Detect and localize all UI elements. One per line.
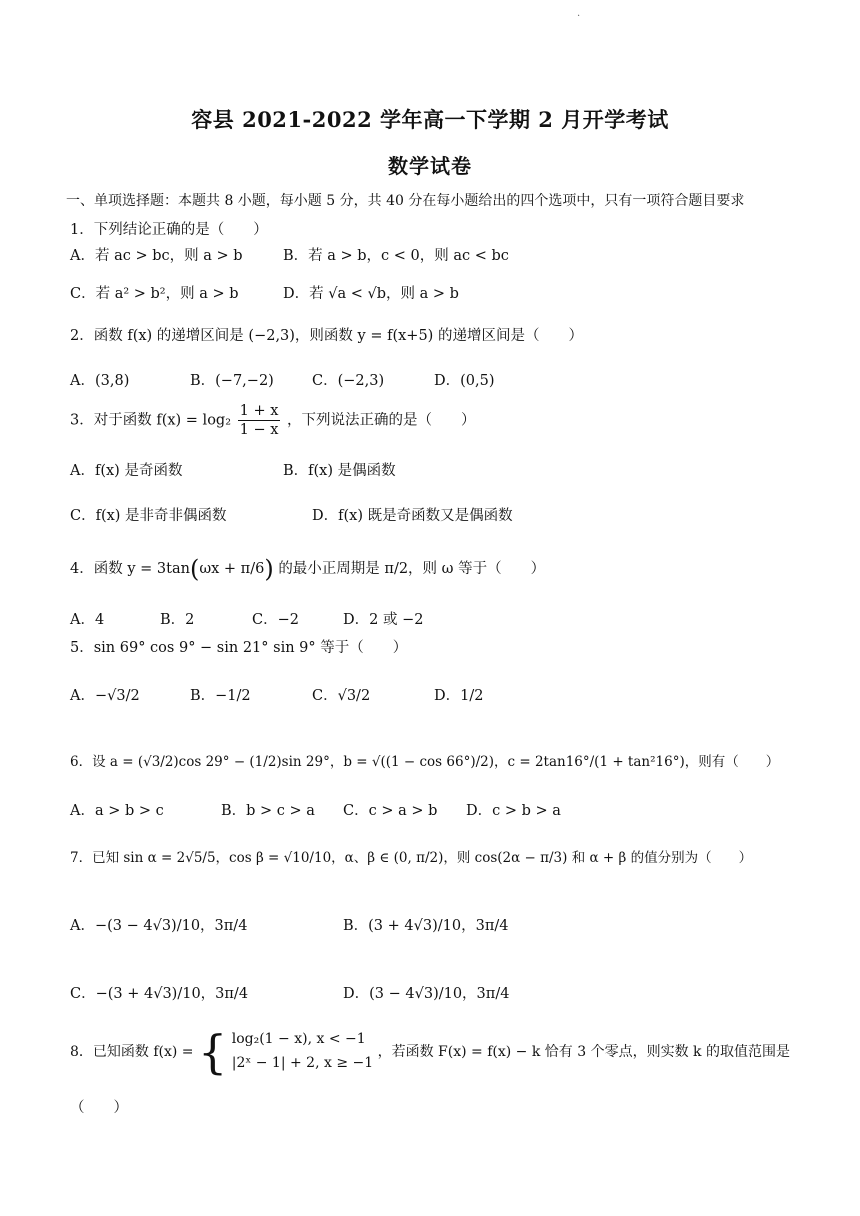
q4-stem-mid: 的最小正周期是 π/2，则 ω 等于（ ） [278, 561, 546, 577]
q4-paren-open: ( [189, 555, 200, 583]
q8-stem [70, 1024, 790, 1079]
q4-paren-close: ) [264, 555, 274, 583]
q8-case-2: |2ˣ − 1| + 2, x ≥ −1 [231, 1054, 374, 1071]
q2-stem: 2．函数 f(x) 的递增区间是 (−2,3)，则函数 y = f(x+5) 的递增区间是（ ） [70, 328, 583, 344]
q1-option-a: A．若 ac > bc，则 a > b [70, 248, 243, 264]
q3-option-c: C．f(x) 是非奇非偶函数 [70, 508, 227, 524]
q3-stem [70, 402, 476, 439]
q7-option-c: C．−(3 + 4√3)/10，3π/4 [70, 986, 249, 1002]
corner-dot: . [577, 8, 581, 19]
q5-option-b: B．−1/2 [190, 688, 251, 704]
q3-fraction [238, 402, 281, 439]
q1-stem: 1．下列结论正确的是（ ） [70, 222, 268, 238]
q8-answer-paren: （ ） [70, 1100, 128, 1116]
q6-option-c: C．c > a > b [343, 803, 438, 819]
q4-option-c: C．−2 [252, 612, 299, 628]
q6-option-d: D．c > b > a [466, 803, 561, 819]
q1-option-d: D．若 √a < √b，则 a > b [283, 286, 459, 302]
q6-option-a: A．a > b > c [70, 803, 164, 819]
q3-frac-num: 1 + x [238, 402, 281, 421]
q1-option-b: B．若 a > b，c < 0，则 ac < bc [283, 248, 509, 264]
section-heading: 一、单项选择题：本题共 8 小题，每小题 5 分，共 40 分在每小题给出的四个选项中，只有一项符合题目要求 [66, 193, 745, 209]
q4-inner: ωx + π/6 [199, 561, 265, 577]
q4-stem-pre: 4．函数 y = 3tan [70, 561, 190, 577]
q8-cases [232, 1028, 373, 1076]
q3-option-b: B．f(x) 是偶函数 [283, 463, 396, 479]
q2-option-d: D．(0,5) [434, 373, 495, 389]
exam-subtitle: 数学试卷 [388, 154, 472, 178]
q8-stem-pre: 8．已知函数 f(x) = [70, 1043, 194, 1060]
q2-option-b: B．(−7,−2) [190, 373, 274, 389]
q7-option-a: A．−(3 − 4√3)/10，3π/4 [70, 918, 248, 934]
q6-option-b: B．b > c > a [221, 803, 315, 819]
q4-stem [70, 555, 545, 583]
q1-option-c: C．若 a² > b²，则 a > b [70, 286, 239, 302]
q6-stem: 6．设 a = (√3/2)cos 29° − (1/2)sin 29°，b = √((1 − cos 66°)/2)，c = 2tan16°/(1 + tan²16°)，则有（ ） [70, 754, 780, 770]
q8-stem-post: ，若函数 F(x) = f(x) − k 恰有 3 个零点，则实数 k 的取值范围是 [377, 1043, 790, 1060]
q4-option-b: B．2 [160, 612, 195, 628]
q4-option-d: D．2 或 −2 [343, 612, 424, 628]
q3-frac-den: 1 − x [239, 422, 279, 439]
q3-option-a: A．f(x) 是奇函数 [70, 463, 183, 479]
q2-option-c: C．(−2,3) [312, 373, 385, 389]
q5-option-a: A．−√3/2 [70, 688, 140, 704]
exam-title: 容县 2021-2022 学年高一下学期 2 月开学考试 [191, 107, 669, 132]
q2-option-a: A．(3,8) [70, 373, 130, 389]
q7-stem: 7．已知 sin α = 2√5/5，cos β = √10/10，α、β ∈ (0, π/2)，则 cos(2α − π/3) 和 α + β 的值分别为（ ） [70, 850, 753, 866]
q8-case-1: log₂(1 − x), x < −1 [231, 1031, 366, 1047]
q4-option-a: A．4 [70, 612, 105, 628]
q3-stem-pre: 3．对于函数 f(x) = log₂ [70, 412, 232, 429]
q5-option-c: C．√3/2 [312, 688, 371, 704]
q3-option-d: D．f(x) 既是奇函数又是偶函数 [312, 508, 513, 524]
q5-option-d: D．1/2 [434, 688, 484, 704]
q3-stem-post: ，下列说法正确的是（ ） [287, 412, 476, 429]
q5-stem: 5．sin 69° cos 9° − sin 21° sin 9° 等于（ ） [70, 640, 408, 656]
q8-brace: { [198, 1024, 228, 1079]
q7-option-b: B．(3 + 4√3)/10，3π/4 [343, 918, 509, 934]
q7-option-d: D．(3 − 4√3)/10，3π/4 [343, 986, 510, 1002]
